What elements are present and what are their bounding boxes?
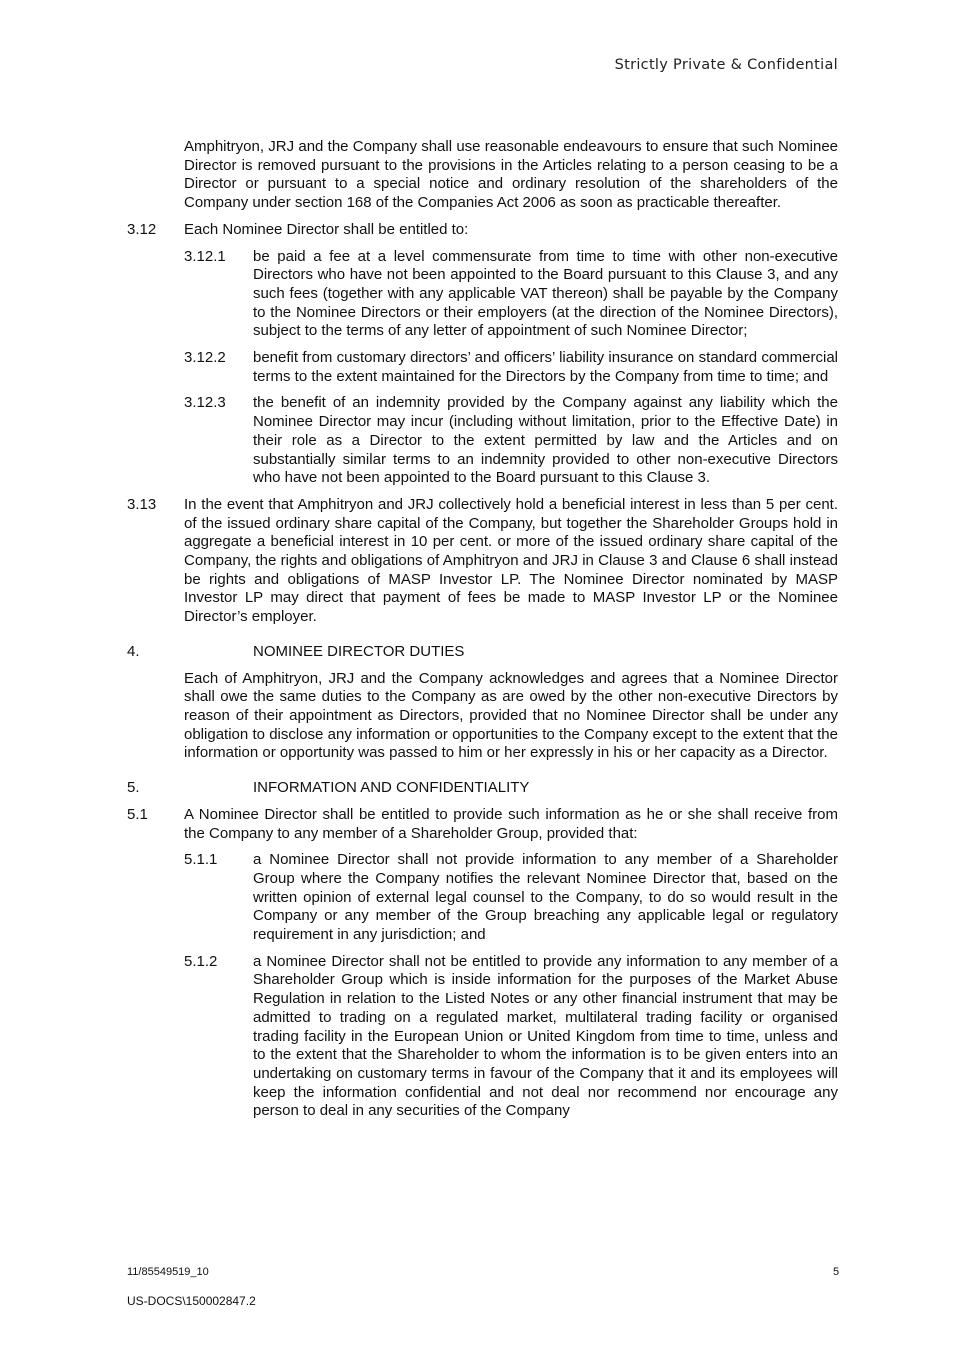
- clause-3-12-1: [184, 248, 838, 342]
- clause-3-12: [127, 221, 838, 240]
- clause-text: a Nominee Director shall not be entitled to provide any information to any member of a Shareholder Group which is inside information for the purposes of the Market Abuse Regulation in relation to the Listed Notes or any other financial instrument that may be admitted to trading on a regulated market, multilateral trading facility or organised trading facility in the European Union or United Kingdom from time to time, unless and to the extent that the Shareholder to whom the information is to be given enters into an undertaking on customary terms in favour of the Company that it and its employees will keep the information confidential and not deal nor recommend nor encourage any person to deal in any securities of the Company: [253, 952, 838, 1120]
- footer-reference: 11/85549519_10: [127, 1266, 209, 1278]
- clause-number: 5.1.2: [184, 952, 218, 970]
- clause-text: the benefit of an indemnity provided by the Company against any liability which the Nominee Director may incur (including without limitation, prior to the Effective Date) in their role as a Director to the extent permitted by law and the Articles and on substantially similar terms to an indemnity provided to other non-executive Directors who have not been appointed to the Board pursuant to this Clause 3.: [253, 394, 838, 487]
- section-number: 5.: [127, 779, 140, 797]
- clause-text: be paid a fee at a level commensurate from time to time with other non-executive Directors who have not been appointed to the Board pursuant to this Clause 3, and any such fees (together with any applicable VAT thereon) shall be payable by the Company to the Nominee Directors or their employers (at the direction of the Nominee Directors), subject to the terms of any letter of appointment of such Nominee Director;: [253, 247, 838, 340]
- clause-number: 5.1: [127, 805, 148, 823]
- clause-number: 3.13: [127, 495, 157, 513]
- footer-doc-id: US-DOCS\150002847.2: [127, 1294, 256, 1308]
- section-4-text: Each of Amphitryon, JRJ and the Company acknowledges and agrees that a Nominee Director shall owe the same duties to the Company as are owed by the other non-executive Directors by reason of their appointment as Directors, provided that no Nominee Director shall be under any obligation to disclose any information or opportunities to the Company except to the extent that the information or opportunity was passed to him or her expressly in his or her capacity as a Director.: [184, 669, 838, 762]
- clause-number: 3.12.2: [184, 349, 226, 367]
- page-number: 5: [833, 1266, 840, 1278]
- section-title: INFORMATION AND CONFIDENTIALITY: [253, 779, 530, 797]
- clause-number: 3.12: [127, 220, 157, 238]
- section-5-heading: [127, 779, 838, 798]
- clause-5-1-2: [184, 953, 838, 1121]
- clause-3-12-3: [184, 394, 838, 488]
- clause-number: 3.12.1: [184, 247, 226, 265]
- clause-5-1: [127, 806, 838, 843]
- clause-3-13: [127, 496, 838, 627]
- clause-text: A Nominee Director shall be entitled to provide such information as he or she shall receive from the Company to any member of a Shareholder Group, provided that:: [184, 805, 838, 842]
- intro-paragraph: Amphitryon, JRJ and the Company shall use reasonable endeavours to ensure that such Nominee Director is removed pursuant to the provisions in the Articles relating to a person ceasing to be a Director or pursuant to a special notice and ordinary resolution of the shareholders of the Company under section 168 of the Companies Act 2006 as soon as practicable thereafter.: [184, 138, 838, 212]
- clause-text: In the event that Amphitryon and JRJ collectively hold a beneficial interest in less than 5 per cent. of the issued ordinary share capital of the Company, but together the Shareholder Groups hold in aggregate a beneficial interest in 10 per cent. or more of the issued ordinary share capital of the Company, the rights and obligations of Amphitryon and JRJ in Clause 3 and Clause 6 shall instead be rights and obligations of MASP Investor LP. The Nominee Director nominated by MASP Investor LP may direct that payment of fees be made to MASP Investor LP or the Nominee Director’s employer.: [184, 495, 838, 626]
- section-title: NOMINEE DIRECTOR DUTIES: [253, 642, 465, 660]
- clause-number: 5.1.1: [184, 851, 218, 869]
- document-body: [127, 138, 838, 1129]
- section-4-heading: [127, 643, 838, 662]
- clause-text: benefit from customary directors’ and officers’ liability insurance on standard commercial terms to the extent maintained for the Directors by the Company from time to time; and: [253, 349, 838, 385]
- clause-number: 3.12.3: [184, 394, 226, 412]
- clause-text: a Nominee Director shall not provide information to any member of a Shareholder Group where the Company notifies the relevant Nominee Director that, based on the written opinion of external legal counsel to the Company, to do so would result in the Company or any member of the Group breaching any applicable legal or regulatory requirement in any jurisdiction; and: [253, 851, 838, 944]
- section-number: 4.: [127, 642, 140, 660]
- confidentiality-header: Strictly Private & Confidential: [614, 57, 838, 73]
- clause-5-1-1: [184, 851, 838, 945]
- clause-text: Each Nominee Director shall be entitled to:: [184, 220, 469, 238]
- clause-3-12-2: [184, 349, 838, 386]
